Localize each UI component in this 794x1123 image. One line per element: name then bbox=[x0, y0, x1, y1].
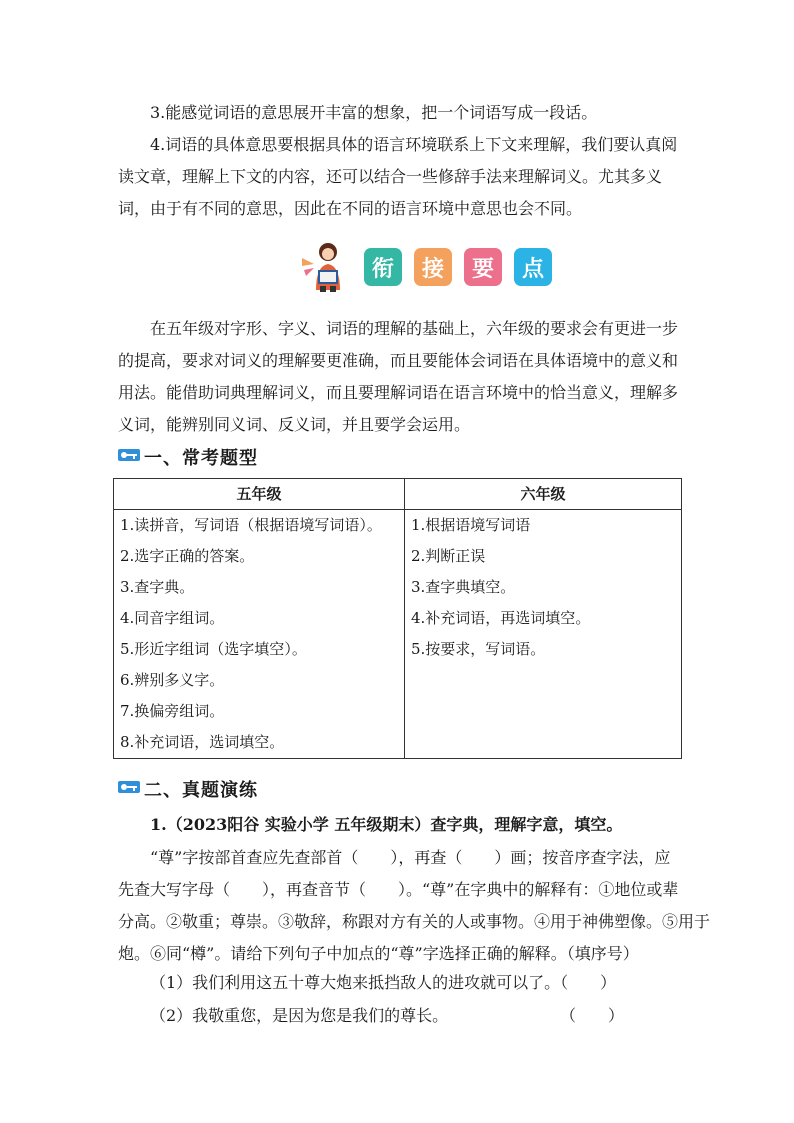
key-icon bbox=[118, 779, 140, 799]
grade5-list bbox=[114, 510, 405, 759]
key-icon bbox=[118, 447, 140, 467]
table-header-grade6-label: 六年级 bbox=[520, 485, 566, 503]
table-header-row bbox=[114, 479, 682, 510]
section-heading-2 bbox=[118, 777, 258, 801]
list-item: 7.换偏旁组词。 bbox=[120, 702, 225, 720]
list-item: 1.根据语境写词语 bbox=[411, 516, 531, 534]
section-banner bbox=[300, 240, 552, 294]
table-header-grade5 bbox=[114, 479, 405, 510]
question-1-line-3: 分高。②敬重；尊崇。③敬辞，称跟对方有关的人或事物。④用于神佛塑像。⑤用于 bbox=[118, 912, 711, 931]
banner-tile-2: 接 bbox=[414, 248, 452, 286]
sub-question-1: （1）我们利用这五十尊大炮来抵挡敌人的进攻就可以了。（ ） bbox=[150, 973, 617, 992]
table-header-grade5-label: 五年级 bbox=[236, 485, 282, 503]
list-item: 2.判断正误 bbox=[411, 547, 486, 565]
list-item: 5.按要求，写词语。 bbox=[411, 640, 546, 658]
banner-tile-4: 点 bbox=[514, 248, 552, 286]
list-item: 8.补充词语，选词填空。 bbox=[120, 733, 285, 751]
sub-question-2: （2）我敬重您，是因为您是我们的尊长。 bbox=[150, 1006, 449, 1025]
section-heading-1 bbox=[118, 445, 258, 469]
banner-tile-1: 衔 bbox=[364, 248, 402, 286]
intro-item-3: 3.能感觉词语的意思展开丰富的想象，把一个词语写成一段话。 bbox=[150, 103, 598, 122]
list-item: 3.查字典。 bbox=[120, 578, 195, 596]
list-item: 1.读拼音，写词语（根据语境写词语）。 bbox=[120, 516, 382, 534]
table-row bbox=[114, 510, 682, 759]
question-1-line-1: “尊”字按部首查应先查部首（ ），再查（ ）画；按音序查字法，应 bbox=[150, 848, 671, 867]
teacher-reading-icon bbox=[300, 240, 352, 294]
intro-item-4: 4.词语的具体意思要根据具体的语言环境联系上下文来理解，我们要认真阅读文章，理解上下文的内容，还可以结合一些修辞手法来理解词义。尤其多义词，由于有不同的意思，因此在不同的语言环境中意思也会不同。 bbox=[118, 135, 678, 218]
section-title-1: 一、常考题型 bbox=[144, 448, 258, 469]
banner-tile-3: 要 bbox=[464, 248, 502, 286]
section-title-2: 二、真题演练 bbox=[144, 780, 258, 801]
question-1-title: 1.（2023阳谷 实验小学 五年级期末）查字典，理解字意，填空。 bbox=[150, 815, 623, 834]
list-item: 6.辨别多义字。 bbox=[120, 671, 225, 689]
list-item: 3.查字典填空。 bbox=[411, 578, 516, 596]
list-item: 4.同音字组词。 bbox=[120, 609, 225, 627]
question-1-line-2: 先查大写字母（ ），再查音节（ ）。“尊”在字典中的解释有：①地位或辈 bbox=[118, 880, 679, 899]
question-1-line-4: 炮。⑥同“樽”。请给下列句子中加点的“尊”字选择正确的解释。（填序号） bbox=[118, 944, 639, 963]
sub-question-2-blank[interactable]: （ ） bbox=[560, 1006, 625, 1025]
question-types-table bbox=[113, 478, 682, 759]
grade6-list bbox=[405, 510, 682, 759]
list-item: 2.选字正确的答案。 bbox=[120, 547, 255, 565]
list-item: 4.补充词语，再选词填空。 bbox=[411, 609, 591, 627]
bridge-paragraph: 在五年级对字形、字义、词语的理解的基础上，六年级的要求会有更进一步的提高，要求对词义的理解要更准确，而且要能体会词语在具体语境中的意义和用法。能借助词典理解词义，而且要理解词语在语言环境中的恰当意义，理解多义词，能辨别同义词、反义词，并且要学会运用。 bbox=[118, 319, 679, 434]
table-header-grade6 bbox=[405, 479, 682, 510]
list-item: 5.形近字组词（选字填空）。 bbox=[120, 640, 307, 658]
